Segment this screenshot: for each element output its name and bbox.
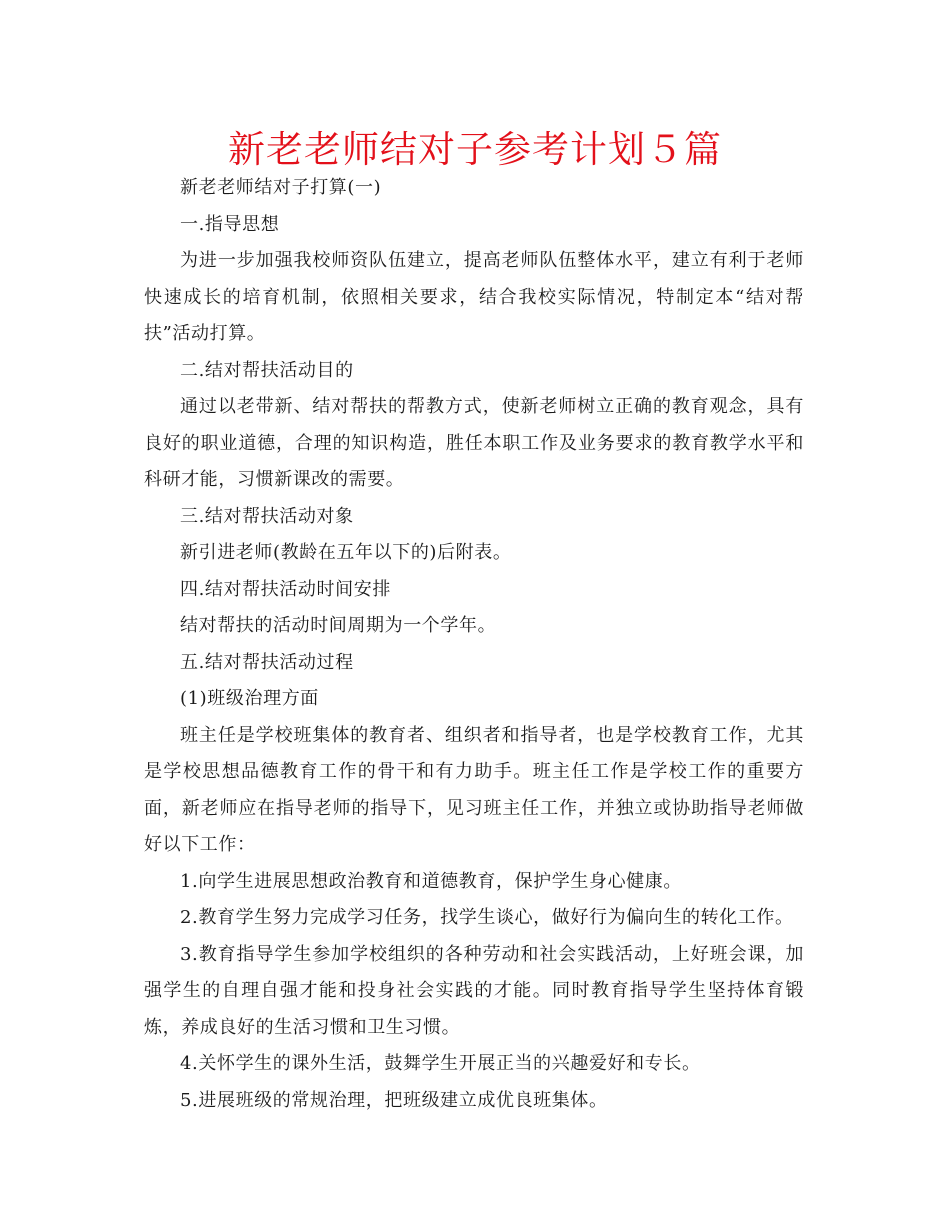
- document-body: [144, 170, 804, 1119]
- section-heading-schedule: 四.结对帮扶活动时间安排: [180, 578, 391, 600]
- document-title: 新老老师结对子参考计划５篇: [228, 128, 722, 171]
- body-paragraph: 新引进老师(教龄在五年以下的)后附表。: [180, 542, 512, 563]
- body-paragraph: 通过以老带新、结对帮扶的帮教方式，使新老师树立正确的教育观念，具有良好的职业道德，合理的知识构造，胜任本职工作及业务要求的教育教学水平和科研才能，习惯新课改的需要。: [144, 396, 804, 490]
- plan-heading: 新老老师结对子打算(一): [180, 177, 382, 198]
- body-paragraph: 班主任是学校班集体的教育者、组织者和指导者，也是学校教育工作，尤其是学校思想品德教育工作的骨干和有力助手。班主任工作是学校工作的重要方面，新老师应在指导老师的指导下，见习班主任工作，并独立或协助指导老师做好以下工作：: [144, 724, 804, 855]
- subsection-heading-class-management: (1)班级治理方面: [180, 688, 319, 709]
- section-heading-purpose: 二.结对帮扶活动目的: [180, 359, 354, 381]
- list-item: 4.关怀学生的课外生活，鼓舞学生开展正当的兴趣爱好和专长。: [180, 1053, 701, 1074]
- section-heading-target: 三.结对帮扶活动对象: [180, 505, 354, 527]
- list-item: 3.教育指导学生参加学校组织的各种劳动和社会实践活动，上好班会课，加强学生的自理自强才能和投身社会实践的才能。同时教育指导学生坚持体育锻炼，养成良好的生活习惯和卫生习惯。: [144, 943, 804, 1038]
- list-item: 1.向学生进展思想政治教育和道德教育，保护学生身心健康。: [180, 870, 682, 892]
- body-paragraph: 结对帮扶的活动时间周期为一个学年。: [180, 615, 497, 636]
- list-item: 5.进展班级的常规治理，把班级建立成优良班集体。: [180, 1089, 608, 1111]
- section-heading-guiding-thought: 一.指导思想: [180, 213, 280, 235]
- section-heading-process: 五.结对帮扶活动过程: [180, 651, 354, 673]
- list-item: 2.教育学生努力完成学习任务，找学生谈心，做好行为偏向生的转化工作。: [180, 907, 794, 928]
- body-paragraph: 为进一步加强我校师资队伍建立，提高老师队伍整体水平，建立有利于老师快速成长的培育机制，依照相关要求，结合我校实际情况，特制定本“结对帮扶”活动打算。: [144, 250, 804, 344]
